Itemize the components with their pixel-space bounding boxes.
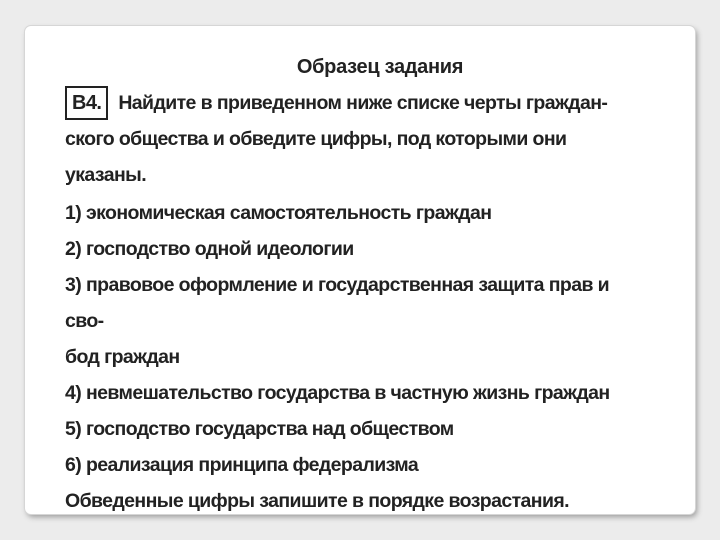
task-sample	[65, 56, 625, 519]
task-intro	[65, 85, 625, 193]
list-item: 5) господство государства над обществом	[65, 418, 454, 440]
task-instruction: Обведенные цифры запишите в порядке возрастания.	[65, 490, 569, 512]
task-code-badge: В4.	[65, 86, 108, 120]
slide-card	[25, 26, 695, 514]
task-intro-line-2: ского общества и обведите цифры, под которыми они указаны.	[65, 128, 567, 186]
list-item: бод граждан	[65, 346, 180, 368]
list-item: 2) господство одной идеологии	[65, 238, 354, 260]
task-intro-line-1: Найдите в приведенном ниже списке черты граждан-	[118, 92, 608, 114]
list-item: 3) правовое оформление и государственная защита прав и сво-	[65, 274, 610, 332]
list-item: 1) экономическая самостоятельность граждан	[65, 202, 492, 224]
list-item: 6) реализация принципа федерализма	[65, 454, 419, 476]
page-title: Образец задания	[296, 56, 464, 78]
list-item: 4) невмешательство государства в частную жизнь граждан	[65, 382, 610, 404]
answer-options-list	[65, 195, 625, 483]
